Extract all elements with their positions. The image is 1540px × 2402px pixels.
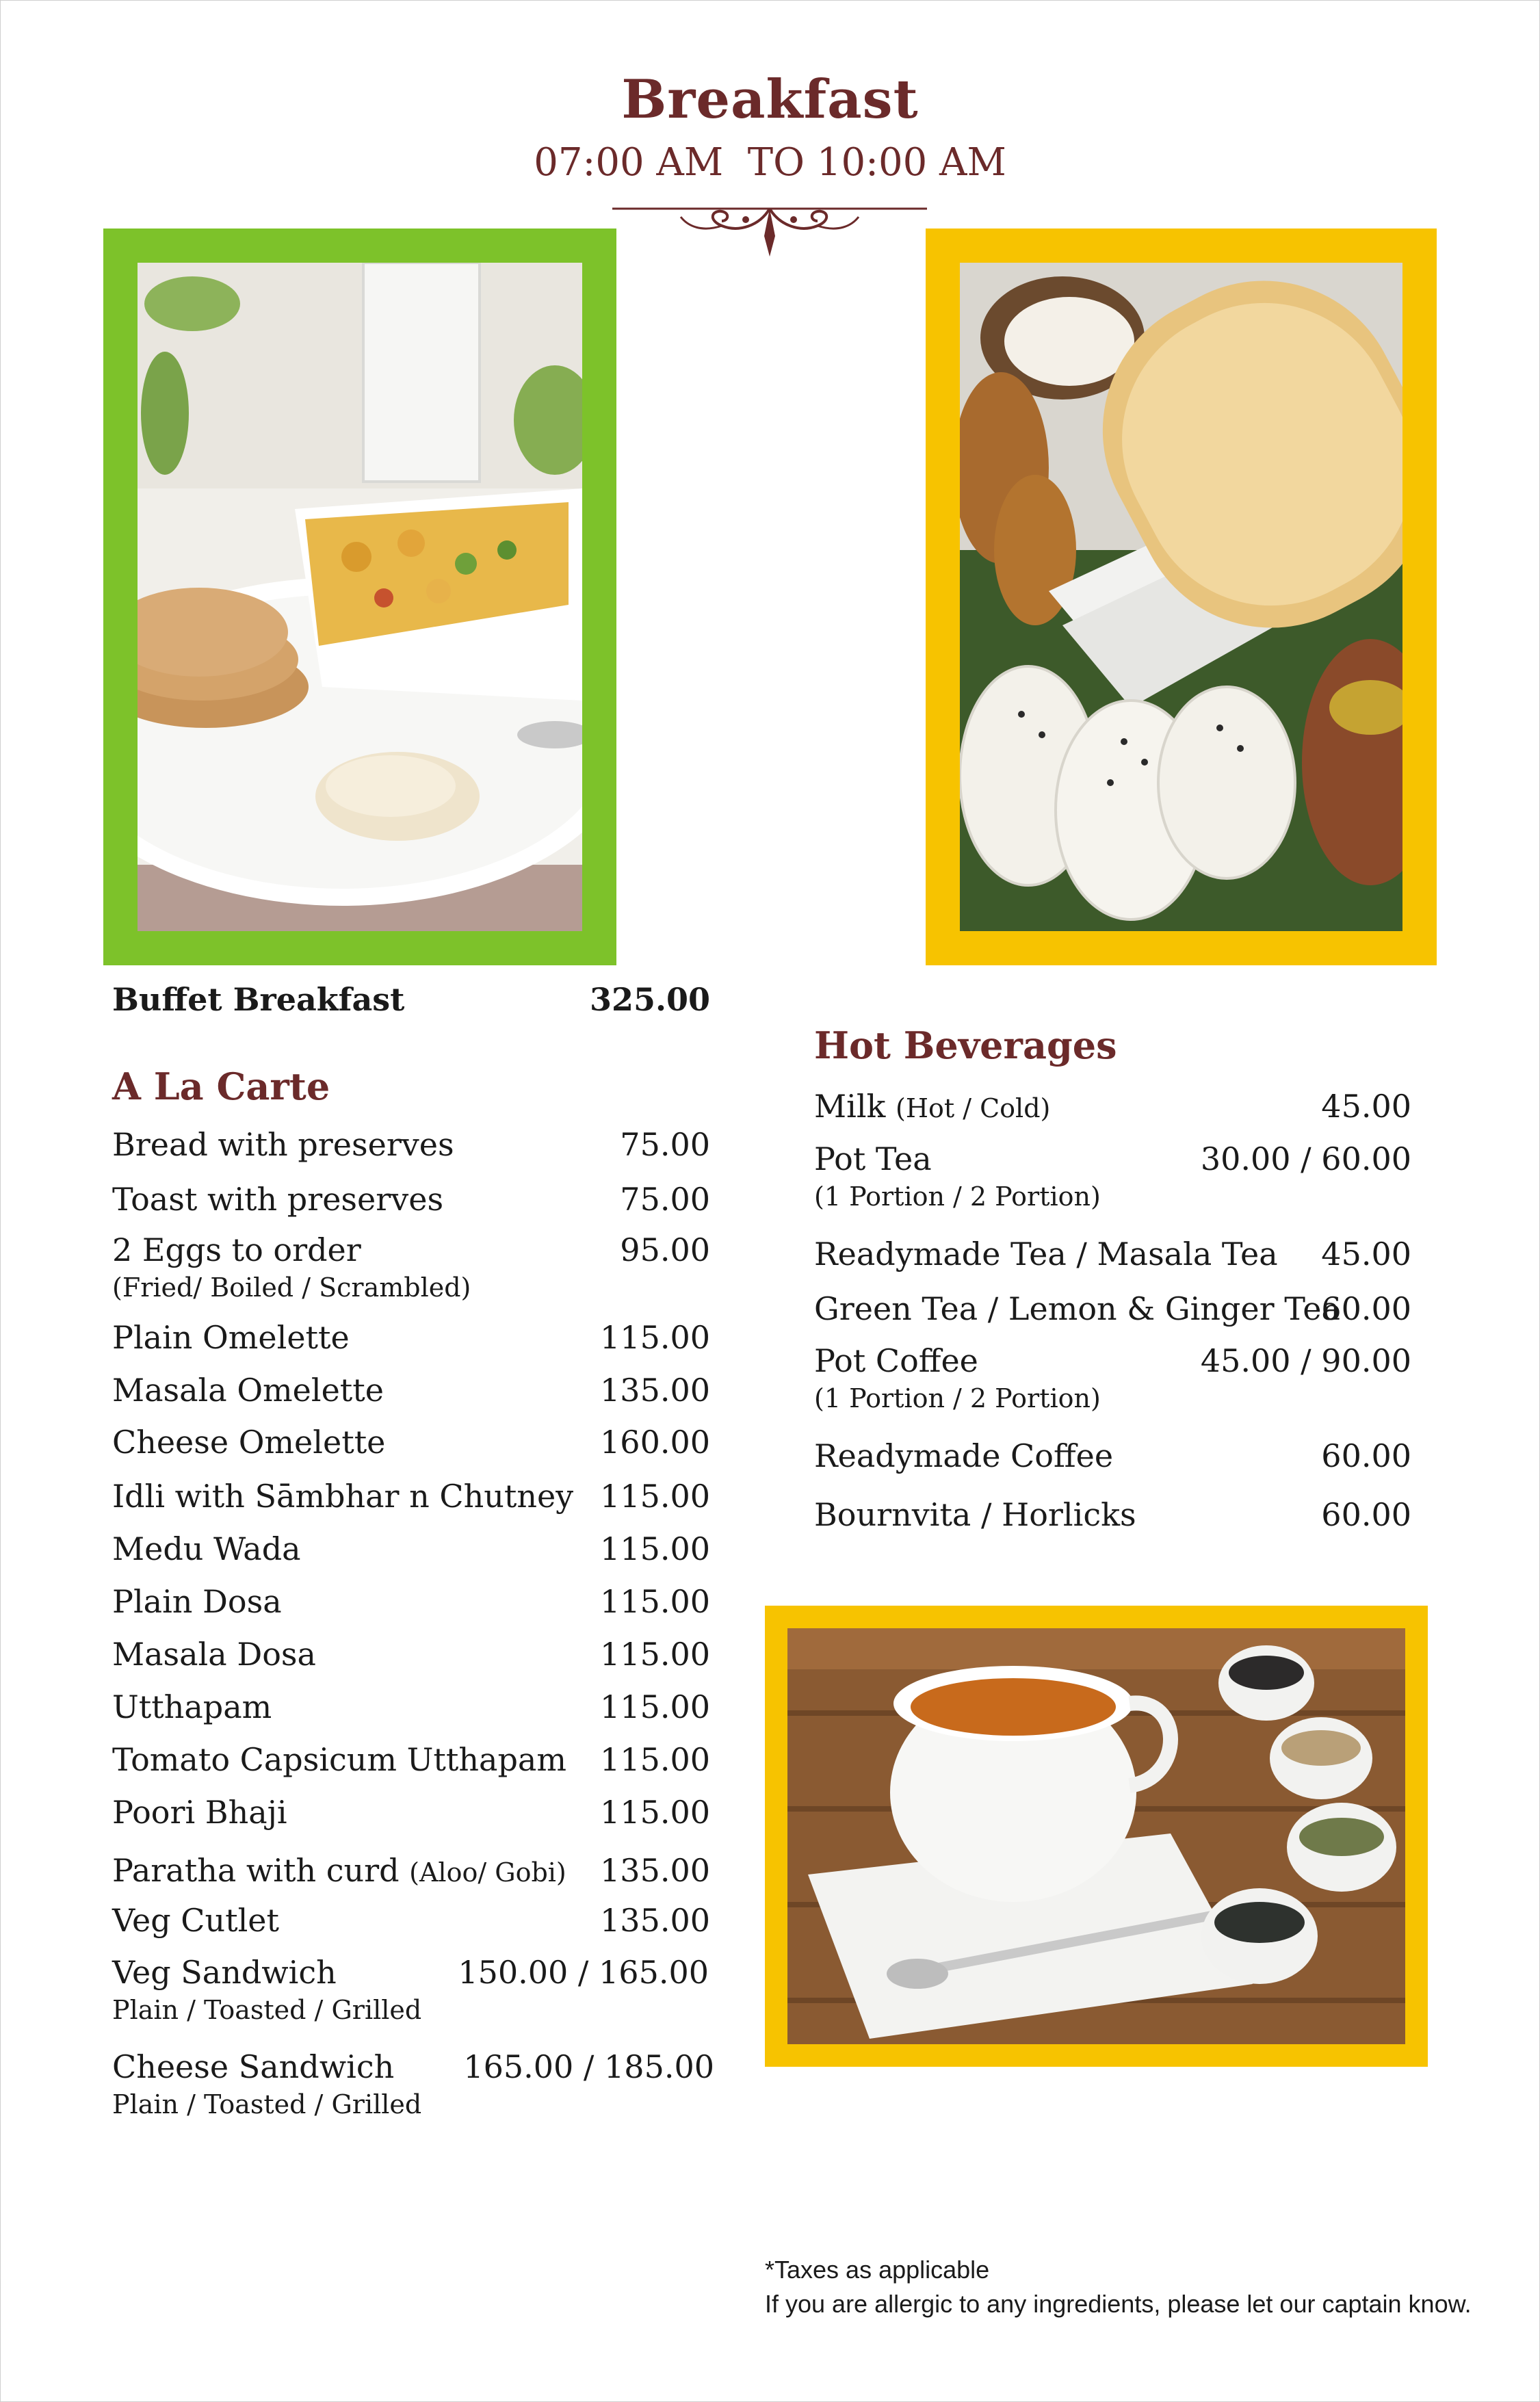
item-name [814,1088,1050,1125]
a-la-carte-heading: A La Carte [112,1065,330,1108]
menu-item [112,2048,714,2119]
item-price: 45.00 [1321,1236,1411,1272]
menu-item [814,1496,1411,1537]
item-name: Readymade Tea / Masala Tea [814,1236,1278,1272]
item-price: 115.00 [600,1794,710,1831]
item-price: 160.00 [600,1424,710,1461]
poori-bhaji-photo [138,263,582,931]
service-hours: 07:00 AM TO 10:00 AM [534,140,1006,185]
item-name: Pot Tea [814,1140,932,1177]
menu-item [112,1954,709,2025]
menu-item [112,1478,710,1519]
item-price: 75.00 [620,1181,710,1218]
menu-item [112,1794,710,1835]
item-name: Cheese Omelette [112,1424,386,1461]
item-name: 2 Eggs to order [112,1231,361,1268]
item-name-text: Milk [814,1088,886,1125]
item-price: 60.00 [1321,1437,1411,1474]
menu-item [814,1342,1411,1413]
item-name: Tomato Capsicum Utthapam [112,1741,566,1778]
item-name: Buffet Breakfast [112,981,405,1018]
item-price: 60.00 [1321,1290,1411,1327]
item-name: Masala Dosa [112,1636,316,1673]
tea-cup-photo [787,1628,1405,2044]
menu-item [112,1636,710,1677]
item-options: Plain / Toasted / Grilled [112,2089,422,2119]
item-options: (1 Portion / 2 Portion) [814,1383,1101,1413]
menu-item [814,1437,1411,1478]
menu-item [112,1372,710,1413]
menu-item [814,1236,1411,1277]
item-price: 115.00 [600,1583,710,1620]
item-price: 150.00 / 165.00 [458,1954,709,1991]
item-price: 45.00 [1321,1088,1411,1125]
allergy-note: If you are allergic to any ingredients, please let our captain know. [765,2290,1472,2318]
menu-item [112,1688,710,1729]
item-price: 115.00 [600,1478,710,1515]
item-name: Green Tea / Lemon & Ginger Tea [814,1290,1340,1327]
item-name: Pot Coffee [814,1342,978,1379]
item-name: Medu Wada [112,1530,301,1567]
item-note: (Hot / Cold) [896,1093,1051,1123]
item-price: 115.00 [600,1741,710,1778]
poori-bhaji-photo-frame [103,229,616,965]
item-name: Bread with preserves [112,1126,454,1163]
menu-item [814,1140,1411,1212]
menu-item [112,1319,710,1360]
footer-notes [765,2253,1483,2321]
page-title: Breakfast [621,68,919,131]
item-price: 95.00 [620,1231,710,1268]
item-options: (Fried/ Boiled / Scrambled) [112,1272,471,1303]
dosa-idli-photo [960,263,1402,931]
buffet-breakfast-row [112,981,710,1022]
item-name: Masala Omelette [112,1372,384,1409]
item-name: Plain Omelette [112,1319,350,1356]
item-note: (Aloo/ Gobi) [409,1857,566,1888]
item-name: Plain Dosa [112,1583,282,1620]
ornament-divider-icon [612,195,927,260]
item-options: Plain / Toasted / Grilled [112,1995,422,2025]
item-price: 115.00 [600,1688,710,1725]
item-price: 75.00 [620,1126,710,1163]
item-name: Toast with preserves [112,1181,444,1218]
hot-beverages-heading: Hot Beverages [814,1023,1117,1067]
item-name: Poori Bhaji [112,1794,287,1831]
item-price: 115.00 [600,1530,710,1567]
menu-item [112,1583,710,1624]
item-options: (1 Portion / 2 Portion) [814,1182,1101,1212]
item-name: Utthapam [112,1688,272,1725]
menu-item [112,1530,710,1571]
menu-item [112,1231,710,1303]
menu-item [814,1290,1411,1331]
item-price: 115.00 [600,1319,710,1356]
item-name: Bournvita / Horlicks [814,1496,1136,1533]
item-name [112,1852,566,1889]
item-price: 135.00 [600,1852,710,1889]
item-price: 135.00 [600,1372,710,1409]
dosa-idli-photo-frame [926,229,1437,965]
item-price: 45.00 / 90.00 [1200,1342,1411,1379]
item-name: Veg Sandwich [112,1954,337,1991]
menu-item [112,1852,710,1893]
item-price: 30.00 / 60.00 [1200,1140,1411,1177]
item-name-text: Paratha with curd [112,1852,400,1889]
menu-item [112,1741,710,1782]
item-name: Readymade Coffee [814,1437,1114,1474]
item-price: 165.00 / 185.00 [463,2048,714,2085]
item-price: 115.00 [600,1636,710,1673]
menu-item [112,1424,710,1465]
menu-item [112,1126,710,1167]
item-name: Veg Cutlet [112,1902,280,1939]
item-price: 60.00 [1321,1496,1411,1533]
item-price: 135.00 [600,1902,710,1939]
menu-item [814,1088,1411,1129]
item-name: Idli with Sāmbhar n Chutney [112,1478,574,1515]
tea-cup-photo-frame [765,1606,1428,2067]
item-name: Cheese Sandwich [112,2048,395,2085]
menu-item [112,1181,710,1222]
item-price: 325.00 [589,981,710,1018]
taxes-note: *Taxes as applicable [765,2256,990,2284]
menu-item [112,1902,710,1943]
